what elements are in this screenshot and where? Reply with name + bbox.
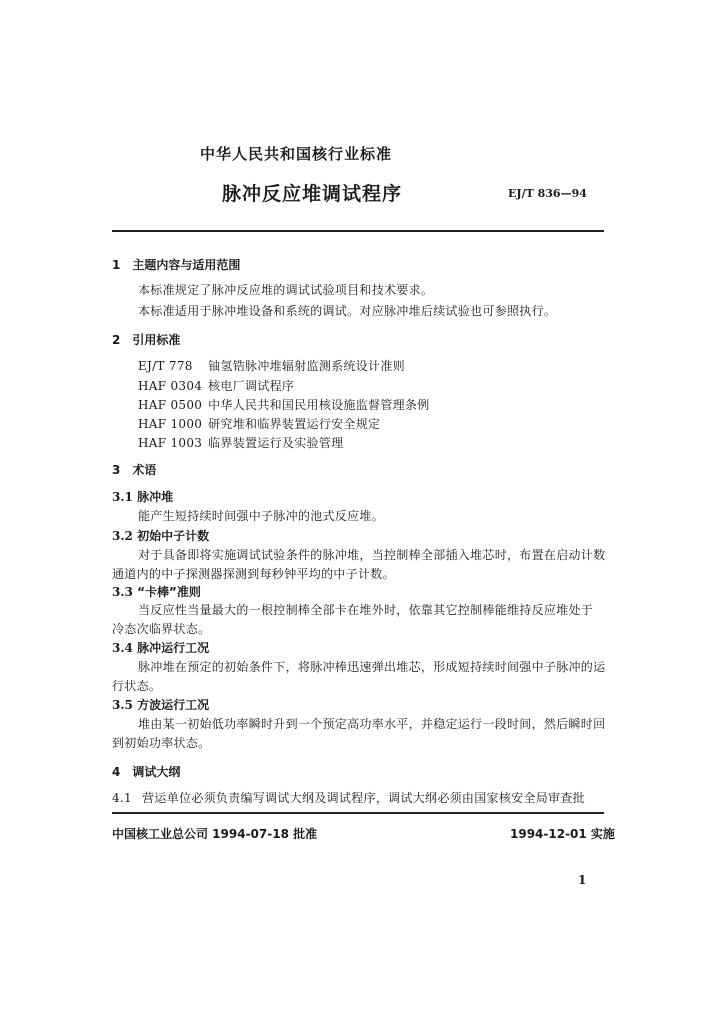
reference-item (138, 434, 343, 451)
reference-item (138, 415, 380, 432)
section-2-heading: 2 引用标准 (112, 333, 181, 347)
term-number: 3.4 (112, 641, 133, 655)
term-3-2-text-line-2: 通道内的中子探测器探测到每秒钟平均的中子计数。 (112, 567, 395, 581)
term-3-5-heading (112, 696, 209, 713)
term-3-5-text-line-2: 到初始功率状态。 (112, 736, 211, 750)
reference-code: HAF 1000 (138, 417, 203, 431)
reference-title: 核电厂调试程序 (208, 379, 295, 393)
org-title: 中华人民共和国核行业标准 (200, 145, 393, 163)
reference-title: 铀氢锆脉冲堆辐射监测系统设计准则 (208, 359, 405, 373)
section-4-paragraph-1 (112, 789, 585, 806)
term-3-1-heading (112, 488, 173, 505)
reference-item (138, 357, 405, 374)
term-3-5-text-line-1: 堆由某一初始低功率瞬时升到一个预定高功率水平，并稳定运行一段时间，然后瞬时回 (138, 717, 606, 731)
reference-code: EJ/T 778 (138, 359, 193, 373)
term-3-2-heading (112, 527, 209, 544)
effective-date: 1994-12-01 实施 (510, 827, 615, 841)
bottom-divider (112, 812, 604, 814)
term-3-3-text-line-1: 当反应性当量最大的一根控制棒全部卡在堆外时，依靠其它控制棒能维持反应堆处于 (138, 603, 594, 617)
term-3-2-text-line-1: 对于具备即将实施调试试验条件的脉冲堆，当控制棒全部插入堆芯时，布置在启动计数 (138, 548, 606, 562)
term-number: 3.5 (112, 698, 133, 712)
page-number: 1 (578, 873, 587, 887)
section-4-heading: 4 调试大纲 (112, 765, 181, 779)
reference-code: HAF 0500 (138, 398, 203, 412)
reference-title: 中华人民共和国民用核设施监督管理条例 (208, 398, 430, 412)
term-number: 3.1 (112, 490, 133, 504)
reference-title: 临界装置运行及实验管理 (208, 436, 344, 450)
term-title: 脉冲堆 (137, 490, 174, 504)
reference-item (138, 377, 294, 394)
term-3-4-text-line-1: 脉冲堆在预定的初始条件下，将脉冲棒迅速弹出堆芯，形成短持续时间强中子脉冲的运 (138, 660, 606, 674)
section-1-heading: 1 主题内容与适用范围 (112, 258, 241, 272)
term-3-4-heading (112, 639, 209, 656)
term-title: 初始中子计数 (137, 529, 210, 543)
section-1-paragraph-1: 本标准规定了脉冲反应堆的调试试验项目和技术要求。 (138, 283, 434, 297)
reference-code: HAF 1003 (138, 436, 203, 450)
reference-title: 研究堆和临界装置运行安全规定 (208, 417, 381, 431)
term-title: 脉冲运行工况 (137, 641, 210, 655)
document-code: EJ/T 836—94 (508, 187, 587, 200)
reference-item (138, 396, 430, 413)
term-3-1-text: 能产生短持续时间强中子脉冲的池式反应堆。 (138, 509, 385, 523)
clause-number: 4.1 (112, 791, 132, 805)
section-1-paragraph-2: 本标准适用于脉冲堆设备和系统的调试。对应脉冲堆后续试验也可参照执行。 (138, 304, 557, 318)
term-3-3-heading (112, 583, 201, 600)
section-3-heading: 3 术语 (112, 463, 157, 477)
reference-code: HAF 0304 (138, 379, 203, 393)
approval-info: 中国核工业总公司 1994-07-18 批准 (112, 827, 318, 841)
term-number: 3.2 (112, 529, 133, 543)
term-3-4-text-line-2: 行状态。 (112, 679, 162, 693)
term-3-3-text-line-2: 冷态次临界状态。 (112, 622, 211, 636)
top-divider (112, 230, 604, 232)
clause-text: 营运单位必须负责编写调试大纲及调试程序，调试大纲必须由国家核安全局审查批 (142, 791, 585, 805)
term-title: “卡棒”准则 (137, 585, 201, 599)
document-title: 脉冲反应堆调试程序 (222, 183, 403, 205)
term-number: 3.3 (112, 585, 133, 599)
term-title: 方波运行工况 (137, 698, 210, 712)
